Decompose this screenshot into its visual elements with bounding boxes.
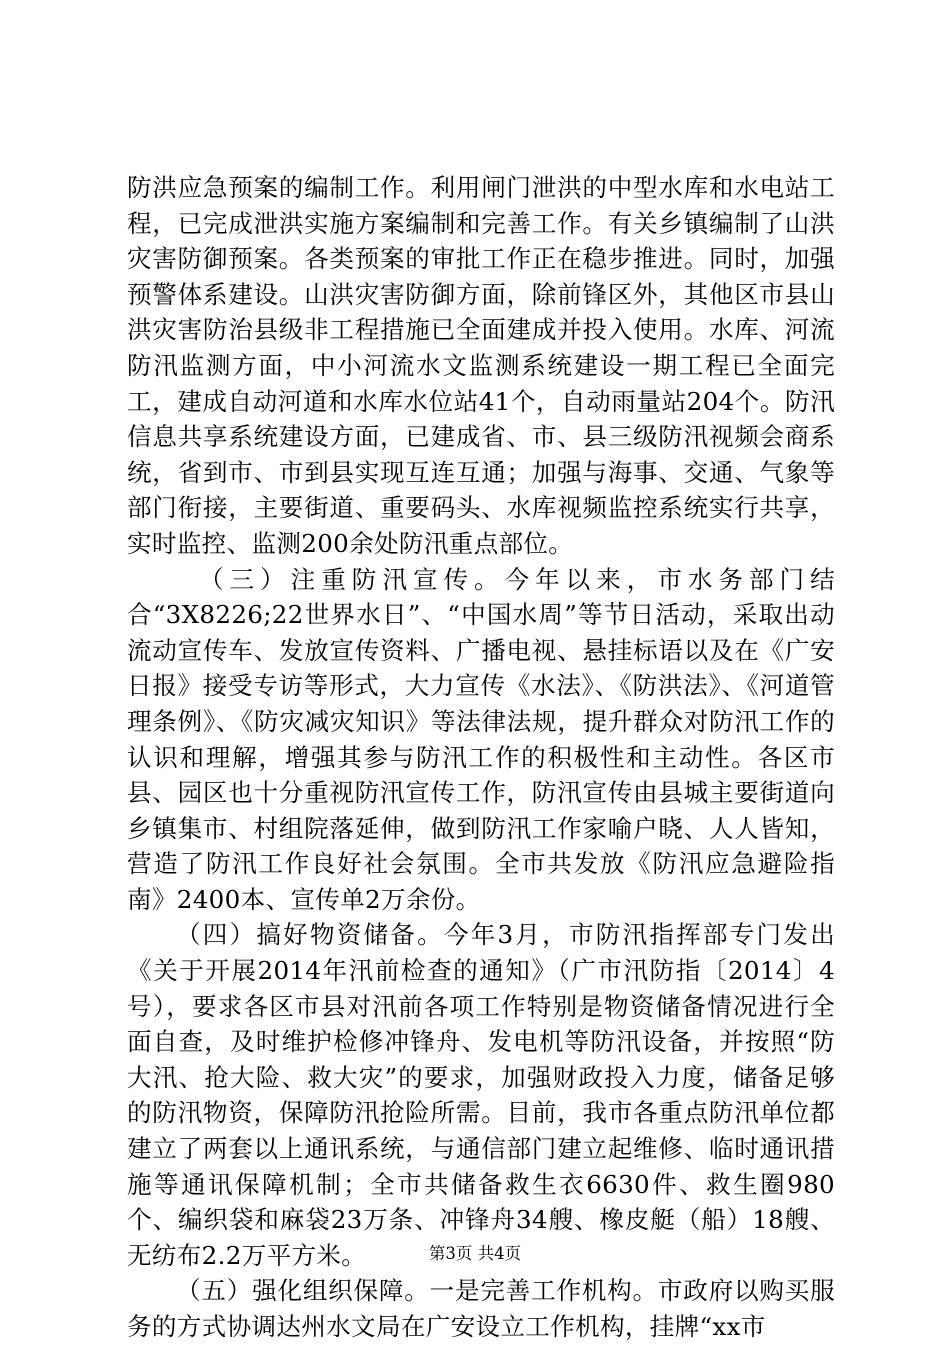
paragraph-organization-support: （五）强化组织保障。一是完善工作机构。市政府以购买服务的方式协调达州水文局在广安设立工作机构，挂牌“xx市 xyxy=(127,1276,835,1341)
document-body xyxy=(127,170,835,1345)
paragraph-early-warning: 防洪应急预案的编制工作。利用闸门泄洪的中型水库和水电站工程，已完成泄洪实施方案编制和完善工作。有关乡镇编制了山洪灾害防御预案。各类预案的审批工作正在稳步推进。同时，加强预警体系建设。山洪灾害防御方面，除前锋区外，其他区市县山洪灾害防治县级非工程措施已全面建成并投入使用。水库、河流防汛监测方面，中小河流水文监测系统建设一期工程已全面完工，建成自动河道和水库水位站41个，自动雨量站204个。防汛信息共享系统建设方面，已建成省、市、县三级防汛视频会商系统，省到市、市到县实现互连互通；加强与海事、交通、气象等部门衔接，主要街道、重要码头、水库视频监控系统实行共享，实时监控、监测200余处防汛重点部位。 xyxy=(127,173,835,558)
paragraph-flood-publicity: （三）注重防汛宣传。今年以来，市水务部门结合“3X8226;22世界水日”、“中国水周”等节日活动，采取出动流动宣传车、发放宣传资料、广播电视、悬挂标语以及在《广安日报》接受专访等形式，大力宣传《水法》、《防洪法》、《河道管理条例》、《防灾减灾知识》等法律法规，提升群众对防汛工作的认识和理解，增强其参与防汛工作的积极性和主动性。各区市县、园区也十分重视防汛宣传工作，防汛宣传由县城主要街道向乡镇集市、村组院落延伸，做到防汛工作家喻户晓、人人皆知，营造了防汛工作良好社会氛围。全市共发放《防汛应急避险指南》2400本、宣传单2万余份。 xyxy=(127,564,835,914)
page-footer: 第3页 共4页 xyxy=(428,1244,522,1263)
paragraph-material-reserve: （四）搞好物资储备。今年3月，市防汛指挥部专门发出《关于开展2014年汛前检查的通知》（广市汛防指〔2014〕4号），要求各区市县对汛前各项工作特别是物资储备情况进行全面自查，及时维护检修冲锋舟、发电机等防汛设备，并按照“防大汛、抢大险、救大灾”的要求，加强财政投入力度，储备足够的防汛物资，保障防汛抢险所需。目前，我市各重点防汛单位都建立了两套以上通讯系统，与通信部门建立起维修、临时通讯措施等通讯保障机制；全市共储备救生衣6630件、救生圈980个、编织袋和麻袋23万条、冲锋舟34艘、橡皮艇（船）18艘、无纺布2.2万平方米。 xyxy=(127,920,835,1270)
